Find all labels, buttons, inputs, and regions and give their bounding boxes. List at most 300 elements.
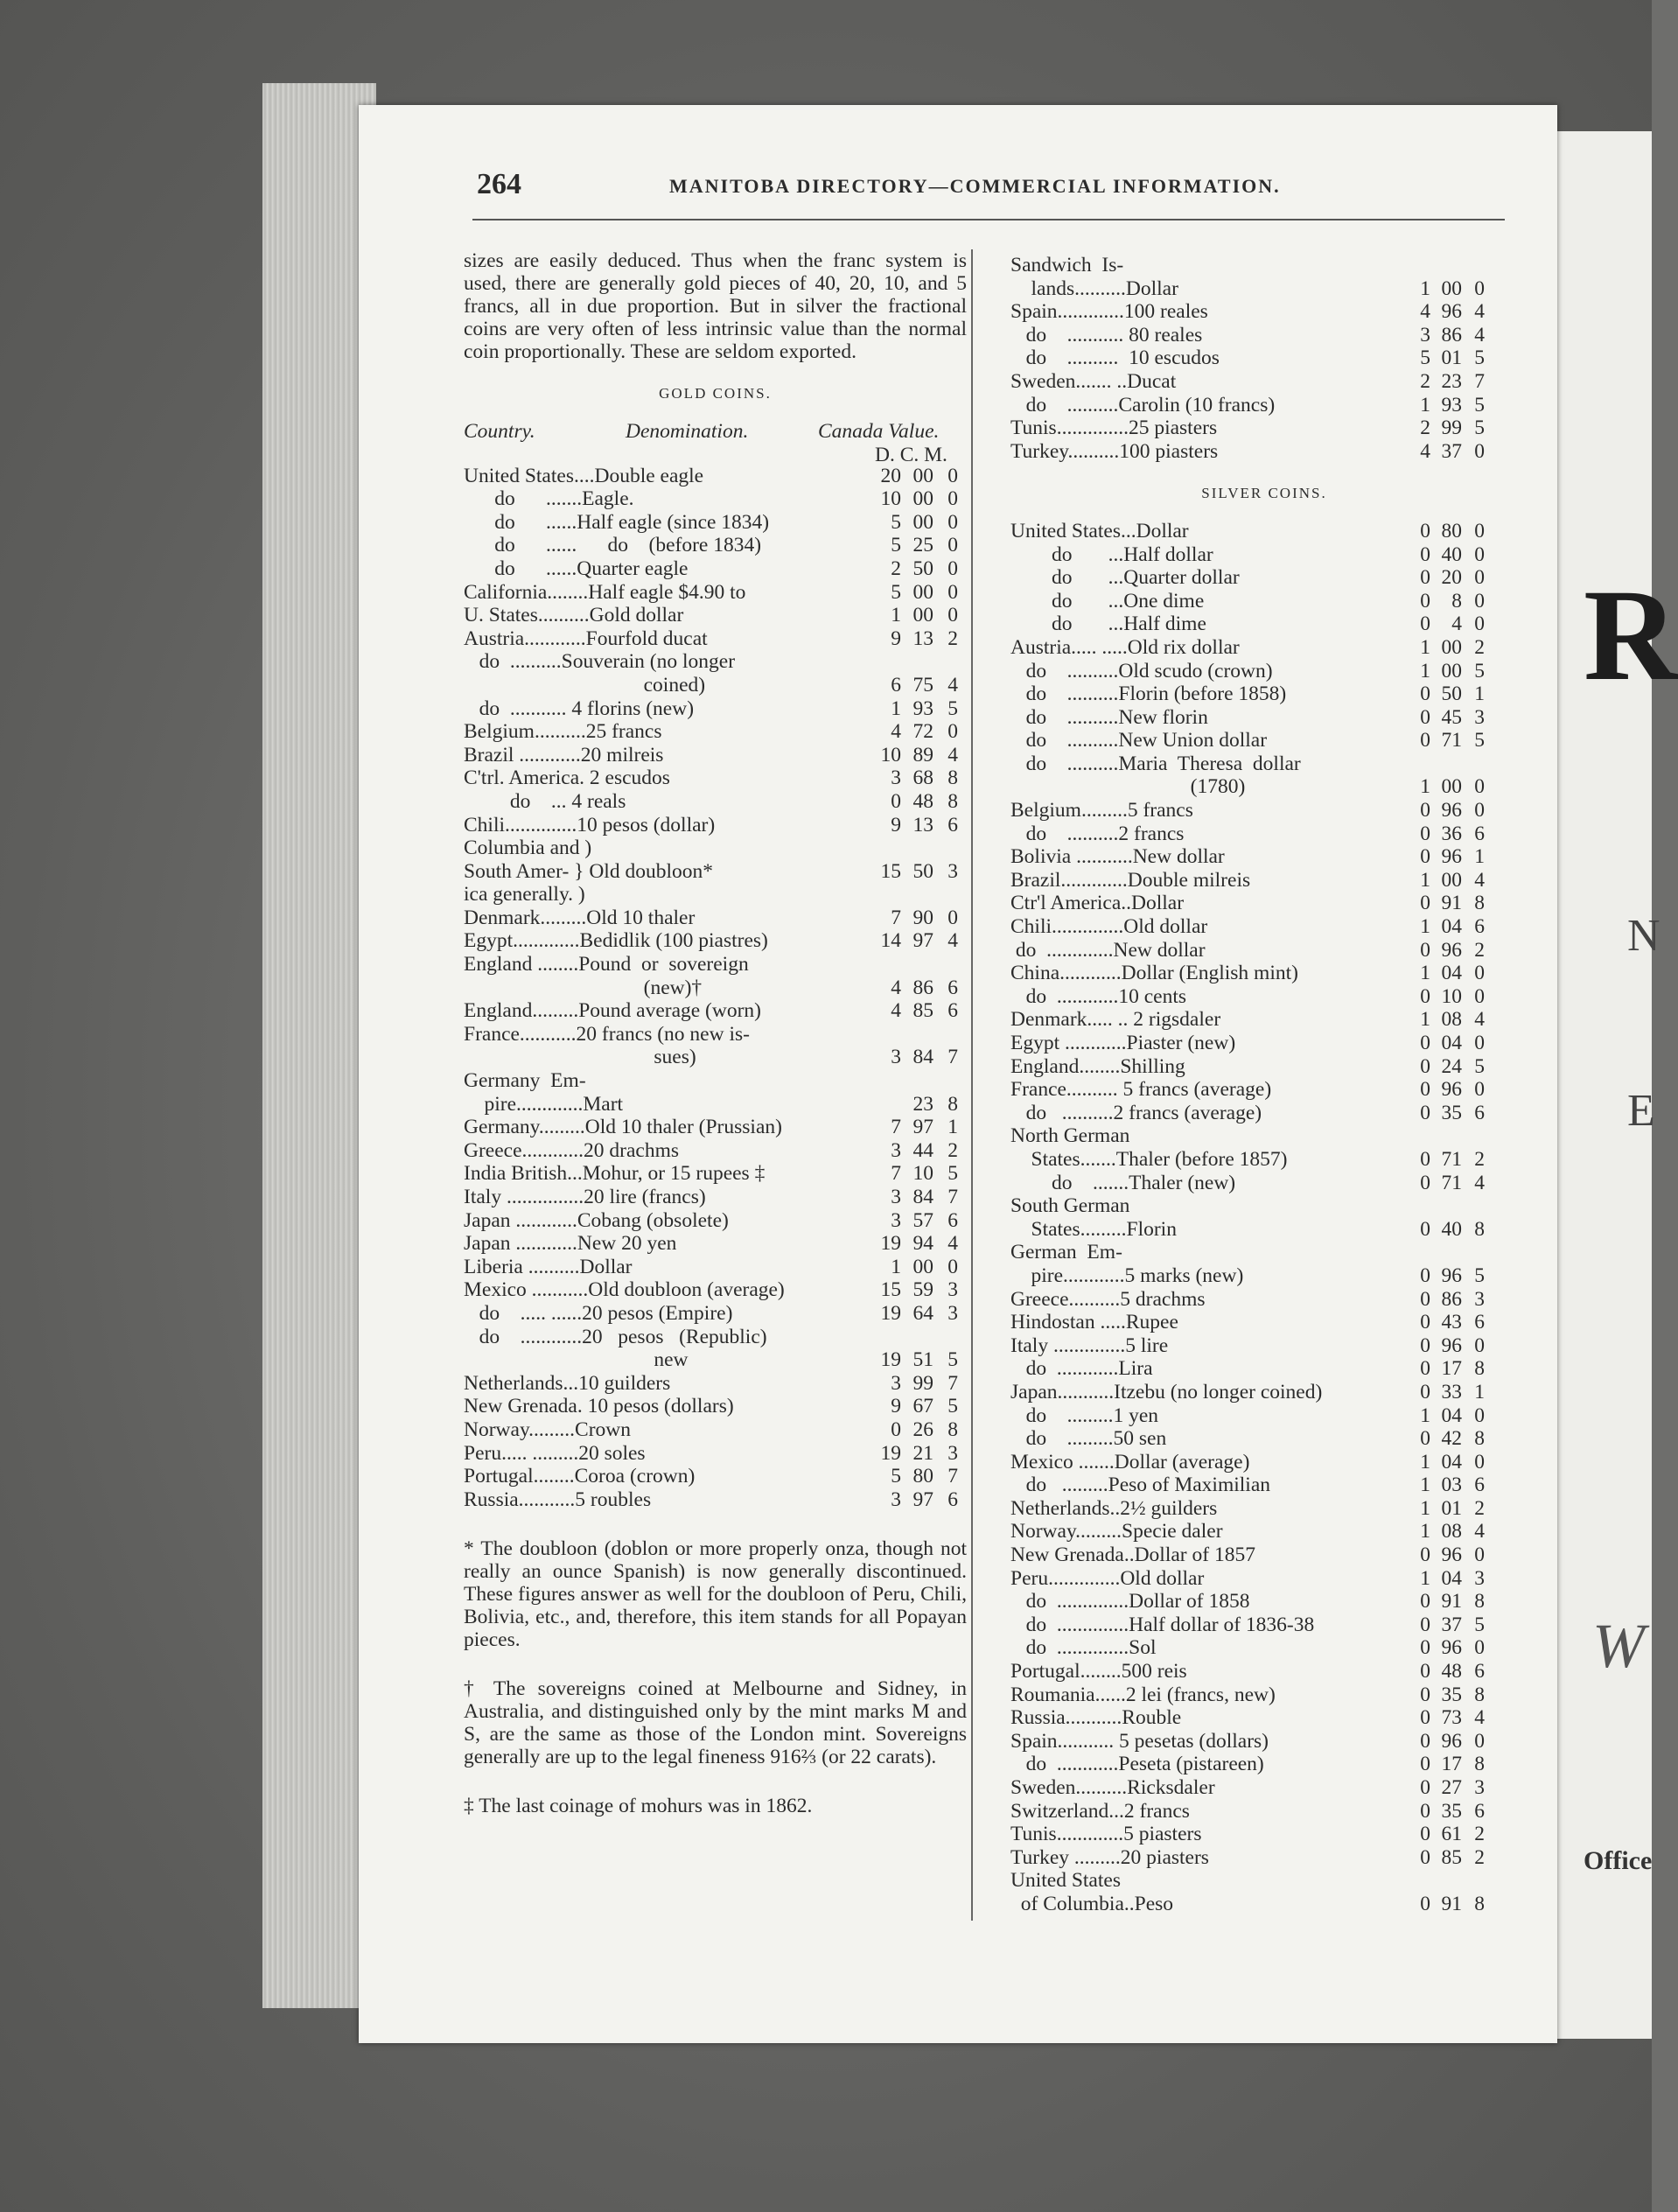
value-mills: 8 [1474, 1427, 1485, 1451]
value-cents: 90 [912, 906, 933, 929]
value-dollars: 4 [891, 720, 901, 744]
value-cents: 23 [912, 1092, 933, 1116]
value-mills: 0 [1474, 1078, 1485, 1102]
value-mills: 4 [947, 743, 958, 766]
value-dollars: 0 [1420, 984, 1430, 1008]
value-cents: 89 [912, 743, 933, 766]
value-cents: 42 [1441, 1427, 1462, 1451]
value-dollars: 3 [891, 1138, 901, 1162]
value-cents: 35 [1441, 1683, 1462, 1706]
coin-label: do .........50 sen [1010, 1427, 1167, 1451]
value-mills: 0 [1474, 1334, 1485, 1357]
table-row [1010, 1520, 1518, 1544]
value-dollars: 0 [1420, 1054, 1430, 1078]
value-cents: 17 [1441, 1753, 1462, 1776]
value-mills: 3 [947, 1441, 958, 1465]
value-dollars: 1 [1420, 775, 1430, 799]
table-row [1010, 939, 1518, 962]
value-dollars: 1 [891, 696, 901, 720]
value-mills: 1 [1474, 845, 1485, 869]
value-dollars: 0 [1420, 1683, 1430, 1706]
value-cents: 35 [1441, 1799, 1462, 1823]
value-mills: 0 [947, 906, 958, 929]
table-row [1010, 1660, 1518, 1684]
silver-coins-table [1010, 520, 1518, 1916]
table-row [1010, 1194, 1518, 1241]
coin-label: Japan ............Cobang (obsolete) [464, 1208, 729, 1232]
table-row [1010, 1008, 1518, 1032]
value-dollars: 0 [1420, 1823, 1430, 1846]
value-cents: 00 [1441, 635, 1462, 659]
value-mills: 0 [947, 556, 958, 580]
coin-label: Mexico ...........Old doubloon (average) [464, 1278, 785, 1302]
value-cents: 36 [1441, 822, 1462, 845]
value-mills: 0 [1474, 276, 1485, 300]
value-mills: 0 [947, 464, 958, 487]
value-dollars: 3 [891, 1208, 901, 1232]
value-mills: 7 [947, 1046, 958, 1069]
value-dollars: 0 [1420, 1636, 1430, 1660]
coin-label: do ........... 4 florins (new) [464, 696, 695, 720]
value-cents: 13 [912, 813, 933, 836]
value-dollars: 9 [891, 1395, 901, 1418]
value-cents: 84 [912, 1186, 933, 1209]
coin-label: New Grenada..Dollar of 1857 [1010, 1544, 1255, 1567]
value-mills: 1 [1474, 682, 1485, 706]
table-row [464, 1256, 967, 1279]
header-dcm: D. C. M. [875, 443, 947, 466]
value-mills: 4 [947, 673, 958, 696]
value-cents: 17 [1441, 1357, 1462, 1381]
value-mills: 0 [1474, 799, 1485, 822]
facing-page-letter-n: N [1627, 911, 1661, 961]
table-row [1010, 1846, 1518, 1870]
coin-label: Hindostan .....Rupee [1010, 1311, 1178, 1334]
header-country: Country. [464, 419, 535, 443]
table-row [1010, 1124, 1518, 1171]
coin-label: United States of Columbia..Peso [1010, 1869, 1174, 1915]
coin-label: Netherlands...10 guilders [464, 1371, 671, 1395]
coin-label: Japan ............New 20 yen [464, 1232, 677, 1256]
value-dollars: 0 [1420, 1311, 1430, 1334]
table-row [1010, 1102, 1518, 1125]
value-cents: 35 [1441, 1101, 1462, 1124]
value-mills: 0 [947, 580, 958, 604]
value-mills: 5 [947, 1348, 958, 1372]
coin-label: Egypt.............Bedidlik (100 piastres) [464, 929, 768, 953]
value-cents: 85 [912, 999, 933, 1023]
table-row [1010, 706, 1518, 730]
value-dollars: 7 [891, 1162, 901, 1186]
coin-label: Tunis.............5 piasters [1010, 1823, 1202, 1846]
value-mills: 0 [1474, 612, 1485, 636]
value-mills: 1 [1474, 1380, 1485, 1404]
coin-label: Bolivia ...........New dollar [1010, 845, 1225, 869]
value-mills: 2 [1474, 938, 1485, 962]
table-row [1010, 370, 1518, 394]
value-cents: 00 [912, 487, 933, 511]
value-mills: 4 [1474, 1008, 1485, 1032]
value-cents: 61 [1441, 1823, 1462, 1846]
value-dollars: 2 [1420, 369, 1430, 393]
coin-label: France.......... 5 francs (average) [1010, 1078, 1272, 1102]
value-cents: 50 [912, 556, 933, 580]
table-row [464, 1372, 967, 1396]
table-row [464, 627, 967, 651]
value-dollars: 0 [1420, 1264, 1430, 1287]
header-rule [472, 219, 1505, 220]
value-dollars: 14 [880, 929, 901, 953]
coin-label: do ..............Sol [1010, 1636, 1157, 1660]
value-mills: 0 [947, 487, 958, 511]
value-cents: 00 [912, 580, 933, 604]
value-mills: 2 [1474, 1147, 1485, 1171]
value-mills: 3 [947, 1301, 958, 1325]
coin-label: England ........Pound or sovereign (new)† [464, 953, 749, 999]
value-dollars: 3 [1420, 323, 1430, 346]
value-cents: 96 [1441, 938, 1462, 962]
page-number: 264 [477, 168, 521, 200]
coin-label: do ..... ......20 pesos (Empire) [464, 1301, 733, 1325]
value-dollars: 7 [891, 1116, 901, 1139]
coin-label: United States....Double eagle [464, 464, 704, 487]
value-cents: 23 [1441, 369, 1462, 393]
value-mills: 0 [1474, 1450, 1485, 1474]
coin-label: France...........20 francs (no new is- sues) [464, 1022, 750, 1069]
coin-label: Belgium.........5 francs [1010, 799, 1193, 822]
coin-label: do .......Thaler (new) [1010, 1171, 1236, 1194]
coin-label: Switzerland...2 francs [1010, 1799, 1190, 1823]
value-mills: 6 [1474, 915, 1485, 939]
value-mills: 8 [1474, 1892, 1485, 1915]
gold-column-headers [464, 420, 967, 444]
value-mills: 0 [947, 534, 958, 557]
value-cents: 51 [912, 1348, 933, 1372]
value-dollars: 0 [1420, 682, 1430, 706]
table-row [1010, 845, 1518, 869]
value-dollars: 1 [1420, 1496, 1430, 1520]
coin-label: Peru..............Old dollar [1010, 1566, 1205, 1590]
value-mills: 7 [947, 1371, 958, 1395]
table-row [464, 929, 967, 953]
table-row [464, 1209, 967, 1233]
table-row [464, 999, 967, 1023]
value-mills: 3 [1474, 1776, 1485, 1799]
table-row [464, 1302, 967, 1326]
value-cents: 48 [912, 789, 933, 813]
value-dollars: 19 [880, 1348, 901, 1372]
value-mills: 0 [1474, 542, 1485, 566]
value-cents: 91 [1441, 1892, 1462, 1915]
table-row [1010, 324, 1518, 347]
table-row [1010, 1357, 1518, 1381]
coin-label: do ............Lira [1010, 1357, 1153, 1381]
table-row [464, 744, 967, 767]
coin-label: Brazil ............20 milreis [464, 743, 664, 766]
value-mills: 4 [1474, 300, 1485, 324]
coin-label: do .........Peso of Maximilian [1010, 1474, 1270, 1497]
coin-label: Turkey .........20 piasters [1010, 1845, 1209, 1869]
value-cents: 96 [1441, 1334, 1462, 1357]
value-mills: 4 [947, 929, 958, 953]
value-dollars: 1 [1420, 1008, 1430, 1032]
value-mills: 5 [1474, 416, 1485, 440]
table-row [1010, 682, 1518, 706]
coin-label: Chili..............10 pesos (dollar) [464, 813, 716, 836]
coin-label: Spain.............100 reales [1010, 300, 1208, 324]
header-denomination: Denomination. [626, 419, 749, 443]
value-dollars: 5 [891, 1465, 901, 1488]
value-dollars: 0 [1420, 1101, 1430, 1124]
coin-label: Columbia and ) South Amer- } Old doubloon* ica generally. ) [464, 836, 713, 906]
value-cents: 03 [1441, 1474, 1462, 1497]
table-row [1010, 822, 1518, 846]
value-dollars: 9 [891, 813, 901, 836]
value-dollars: 1 [1420, 868, 1430, 892]
value-dollars: 3 [891, 1488, 901, 1511]
coin-label: do ..............Half dollar of 1836-38 [1010, 1613, 1315, 1636]
coin-label: China............Dollar (English mint) [1010, 962, 1298, 985]
coin-label: Russia...........5 roubles [464, 1488, 652, 1511]
value-cents: 64 [912, 1301, 933, 1325]
table-row [464, 1278, 967, 1302]
table-row [1010, 1474, 1518, 1497]
coin-label: do .............New dollar [1010, 938, 1206, 962]
value-dollars: 1 [1420, 1404, 1430, 1427]
value-cents: 26 [912, 1418, 933, 1441]
coin-label: Egypt ............Piaster (new) [1010, 1032, 1236, 1054]
value-cents: 24 [1441, 1054, 1462, 1078]
table-row [1010, 1567, 1518, 1591]
coin-label: Norway.........Crown [464, 1418, 632, 1441]
value-dollars: 6 [891, 673, 901, 696]
value-cents: 50 [912, 859, 933, 883]
coin-label: Austria............Fourfold ducat [464, 626, 708, 650]
table-row [464, 1232, 967, 1256]
value-cents: 96 [1441, 1729, 1462, 1753]
value-cents: 00 [1441, 775, 1462, 799]
coin-label: do .......... 10 escudos [1010, 346, 1220, 370]
table-row [464, 581, 967, 605]
value-cents: 96 [1441, 1636, 1462, 1660]
value-dollars: 0 [1420, 1544, 1430, 1567]
table-row [1010, 1614, 1518, 1637]
value-dollars: 0 [1420, 1334, 1430, 1357]
coin-label: India British...Mohur, or 15 rupees ‡ [464, 1162, 766, 1186]
value-dollars: 2 [891, 556, 901, 580]
table-row [464, 906, 967, 930]
coin-label: do ..........Souverain (no longer coined) [479, 650, 736, 696]
value-cents: 96 [1441, 845, 1462, 869]
coin-label: California........Half eagle $4.90 to [464, 580, 746, 604]
value-dollars: 0 [891, 1418, 901, 1441]
table-row [464, 814, 967, 837]
value-cents: 00 [912, 510, 933, 534]
value-cents: 04 [1441, 1566, 1462, 1590]
coin-label: do .........1 yen [1010, 1404, 1159, 1427]
value-dollars: 0 [1420, 1660, 1430, 1684]
coin-label: Denmark..... .. 2 rigsdaler [1010, 1008, 1221, 1032]
value-dollars: 1 [1420, 1474, 1430, 1497]
coin-label: do ..........2 francs [1010, 822, 1185, 845]
coin-label: Austria..... .....Old rix dollar [1010, 635, 1240, 659]
coin-label: do ... 4 reals [464, 789, 626, 813]
coin-label: Greece..........5 drachms [1010, 1287, 1206, 1311]
value-cents: 50 [1441, 682, 1462, 706]
value-cents: 80 [912, 1465, 933, 1488]
value-cents: 25 [912, 534, 933, 557]
value-cents: 91 [1441, 1590, 1462, 1614]
value-dollars: 3 [891, 766, 901, 790]
table-row [1010, 1544, 1518, 1567]
table-row [1010, 346, 1518, 370]
value-dollars: 0 [1420, 612, 1430, 636]
value-cents: 00 [1441, 868, 1462, 892]
value-cents: 01 [1441, 346, 1462, 370]
value-dollars: 0 [1420, 1799, 1430, 1823]
value-dollars: 5 [1420, 346, 1430, 370]
facing-page-letter-r: R [1584, 563, 1678, 708]
coin-label: Mexico .......Dollar (average) [1010, 1450, 1250, 1474]
value-mills: 0 [1474, 984, 1485, 1008]
table-row [464, 1116, 967, 1139]
value-cents: 67 [912, 1395, 933, 1418]
table-row [1010, 1288, 1518, 1312]
table-row [464, 511, 967, 535]
coin-label: Denmark.........Old 10 thaler [464, 906, 696, 929]
coin-label: Japan...........Itzebu (no longer coined) [1010, 1380, 1323, 1404]
value-cents: 96 [1441, 799, 1462, 822]
table-row [1010, 1241, 1518, 1287]
coin-label: do ..........New florin [1010, 705, 1208, 729]
value-dollars: 1 [1420, 1450, 1430, 1474]
table-row [1010, 543, 1518, 567]
coin-label: South German States.........Florin [1010, 1194, 1177, 1241]
table-row [1010, 729, 1518, 752]
value-dollars: 0 [1420, 519, 1430, 542]
value-mills: 0 [1474, 1032, 1485, 1054]
value-cents: 37 [1441, 1613, 1462, 1636]
table-row [464, 1418, 967, 1442]
table-row [1010, 1311, 1518, 1334]
table-row [1010, 985, 1518, 1009]
column-divider [971, 249, 973, 1921]
coin-label: Chili..............Old dollar [1010, 915, 1208, 939]
table-row [464, 766, 967, 790]
value-mills: 2 [947, 626, 958, 650]
value-dollars: 3 [891, 1186, 901, 1209]
value-mills: 6 [1474, 822, 1485, 845]
table-row [1010, 590, 1518, 613]
value-cents: 00 [912, 604, 933, 627]
table-row [1010, 1776, 1518, 1800]
value-mills: 6 [947, 813, 958, 836]
value-dollars: 1 [1420, 635, 1430, 659]
value-dollars: 1 [1420, 393, 1430, 416]
value-mills: 6 [1474, 1101, 1485, 1124]
value-cents: 71 [1441, 1171, 1462, 1194]
footnote-doubloon: * The doubloon (doblon or more properly onza, though not really an ounce Spanish) is now generally discontinued. These figures answer as well for the doubloon of Peru, Chili, Bolivia, etc., and, therefore, this item stands for all Popayan pieces. [464, 1537, 967, 1652]
value-mills: 2 [1474, 635, 1485, 659]
footnote-sovereigns: † The sovereigns coined at Melbourne and Sidney, in Australia, and distinguished only by the mint marks M and S, are the same as those of the London mint. Sovereigns generally are up to the legal fineness 916⅔ (or 22 carats). [464, 1677, 967, 1769]
table-row [1010, 752, 1518, 799]
value-mills: 0 [947, 1255, 958, 1278]
value-dollars: 0 [1420, 1613, 1430, 1636]
value-cents: 71 [1441, 1147, 1462, 1171]
table-row [464, 697, 967, 721]
value-mills: 8 [1474, 1683, 1485, 1706]
value-mills: 6 [947, 976, 958, 999]
table-row [464, 557, 967, 581]
value-cents: 33 [1441, 1380, 1462, 1404]
table-row [1010, 1404, 1518, 1428]
coin-label: Sandwich Is- lands..........Dollar [1010, 254, 1178, 300]
value-cents: 00 [1441, 276, 1462, 300]
value-cents: 10 [912, 1162, 933, 1186]
table-row [464, 836, 967, 906]
facing-page-letter-w: W [1592, 1611, 1645, 1681]
value-dollars: 0 [1420, 845, 1430, 869]
intro-paragraph: sizes are easily deduced. Thus when the franc system is used, there are generally gold pieces of 40, 20, 10, and 5 francs, all in due proportion. But in silver the fractional coins are very often of less intrinsic value than the normal coin proportionally. These are seldom exported. [464, 249, 967, 363]
value-cents: 48 [1441, 1660, 1462, 1684]
value-cents: 96 [1441, 300, 1462, 324]
value-mills: 5 [1474, 393, 1485, 416]
table-row [1010, 962, 1518, 985]
value-mills: 0 [947, 720, 958, 744]
value-mills: 8 [947, 1418, 958, 1441]
value-dollars: 0 [1420, 1706, 1430, 1730]
value-cents: 86 [1441, 1287, 1462, 1311]
coin-label: Portugal........Coroa (crown) [464, 1465, 696, 1488]
value-cents: 97 [912, 1488, 933, 1511]
value-dollars: 7 [891, 906, 901, 929]
value-dollars: 0 [1420, 799, 1430, 822]
value-cents: 37 [1441, 439, 1462, 463]
coin-label: do ..........Carolin (10 francs) [1010, 393, 1276, 416]
value-dollars: 9 [891, 626, 901, 650]
value-mills: 6 [947, 1488, 958, 1511]
value-dollars: 0 [1420, 1729, 1430, 1753]
coin-label: United States...Dollar [1010, 519, 1189, 542]
value-cents: 08 [1441, 1008, 1462, 1032]
value-cents: 80 [1441, 519, 1462, 542]
table-row [1010, 254, 1518, 300]
table-row [1010, 1497, 1518, 1521]
value-dollars: 1 [891, 604, 901, 627]
value-mills: 0 [1474, 1729, 1485, 1753]
value-cents: 04 [1441, 1450, 1462, 1474]
value-dollars: 0 [1420, 1590, 1430, 1614]
value-dollars: 0 [1420, 822, 1430, 845]
value-dollars: 0 [1420, 1427, 1430, 1451]
value-mills: 8 [947, 1092, 958, 1116]
coin-label: Germany.........Old 10 thaler (Prussian) [464, 1116, 782, 1139]
table-row [464, 1488, 967, 1512]
value-dollars: 0 [1420, 589, 1430, 612]
table-row [1010, 394, 1518, 417]
table-row [1010, 1055, 1518, 1079]
table-row [464, 1442, 967, 1466]
value-mills: 3 [947, 859, 958, 883]
facing-page [1557, 131, 1678, 2039]
value-mills: 0 [1474, 1404, 1485, 1427]
coin-label: Brazil.............Double milreis [1010, 868, 1251, 892]
coin-label: Norway.........Specie daler [1010, 1520, 1223, 1544]
coin-label: do ..............Dollar of 1858 [1010, 1590, 1250, 1614]
value-dollars: 0 [1420, 729, 1430, 752]
value-mills: 3 [1474, 1287, 1485, 1311]
table-row [1010, 1753, 1518, 1776]
